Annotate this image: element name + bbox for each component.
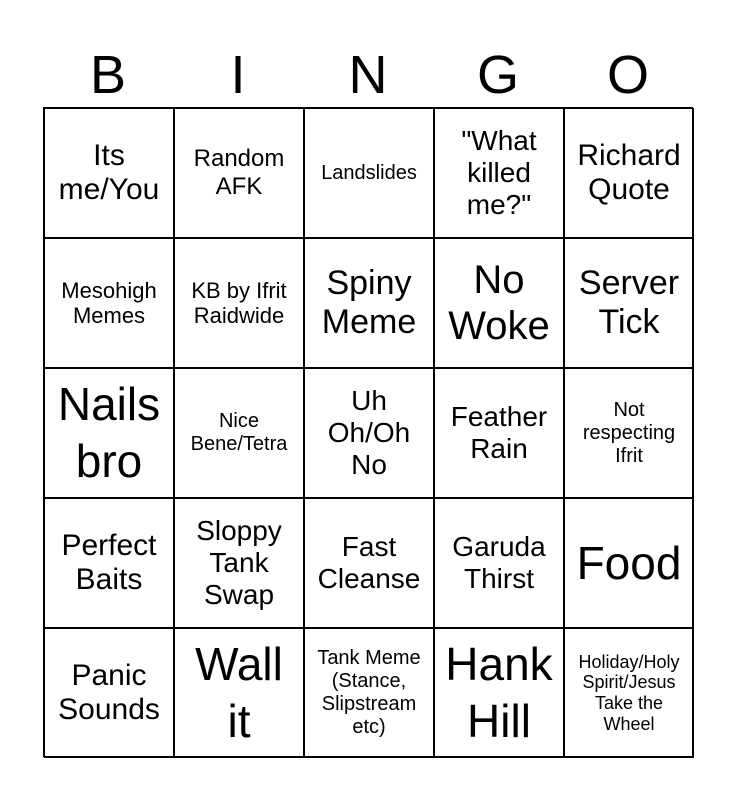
bingo-cell[interactable]: Server Tick (564, 238, 694, 368)
bingo-cell[interactable]: Hank Hill (434, 628, 564, 758)
bingo-cell[interactable]: Holiday/Holy Spirit/Jesus Take the Wheel (564, 628, 694, 758)
header-letter-g: G (476, 45, 519, 105)
bingo-cell[interactable]: Perfect Baits (44, 498, 174, 628)
bingo-cell[interactable]: Fast Cleanse (304, 498, 434, 628)
bingo-cell[interactable]: Not respecting Ifrit (564, 368, 694, 498)
bingo-cell[interactable]: Feather Rain (434, 368, 564, 498)
bingo-cell[interactable]: "What killed me?" (434, 108, 564, 238)
bingo-cell[interactable]: Richard Quote (564, 108, 694, 238)
bingo-header (43, 44, 693, 106)
bingo-cell[interactable]: Wall it (174, 628, 304, 758)
bingo-cell[interactable]: Garuda Thirst (434, 498, 564, 628)
bingo-cell[interactable]: Its me/You (44, 108, 174, 238)
bingo-cell[interactable]: Food (564, 498, 694, 628)
header-letter-n: N (348, 45, 388, 105)
bingo-cell[interactable]: KB by Ifrit Raidwide (174, 238, 304, 368)
bingo-cell[interactable]: Random AFK (174, 108, 304, 238)
bingo-cell[interactable]: Panic Sounds (44, 628, 174, 758)
bingo-cell[interactable]: Landslides (304, 108, 434, 238)
header-letter-o: O (606, 45, 649, 105)
bingo-cell[interactable]: Uh Oh/Oh No (304, 368, 434, 498)
bingo-cell[interactable]: Nice Bene/Tetra (174, 368, 304, 498)
bingo-cell[interactable]: No Woke (434, 238, 564, 368)
bingo-cell[interactable]: Tank Meme (Stance, Slipstream etc) (304, 628, 434, 758)
bingo-cell[interactable]: Sloppy Tank Swap (174, 498, 304, 628)
bingo-cell[interactable]: Nails bro (44, 368, 174, 498)
header-letter-b: B (89, 45, 127, 105)
bingo-cell[interactable]: Spiny Meme (304, 238, 434, 368)
bingo-cell[interactable]: Mesohigh Memes (44, 238, 174, 368)
header-letter-i: I (230, 45, 246, 105)
bingo-board (43, 107, 693, 757)
